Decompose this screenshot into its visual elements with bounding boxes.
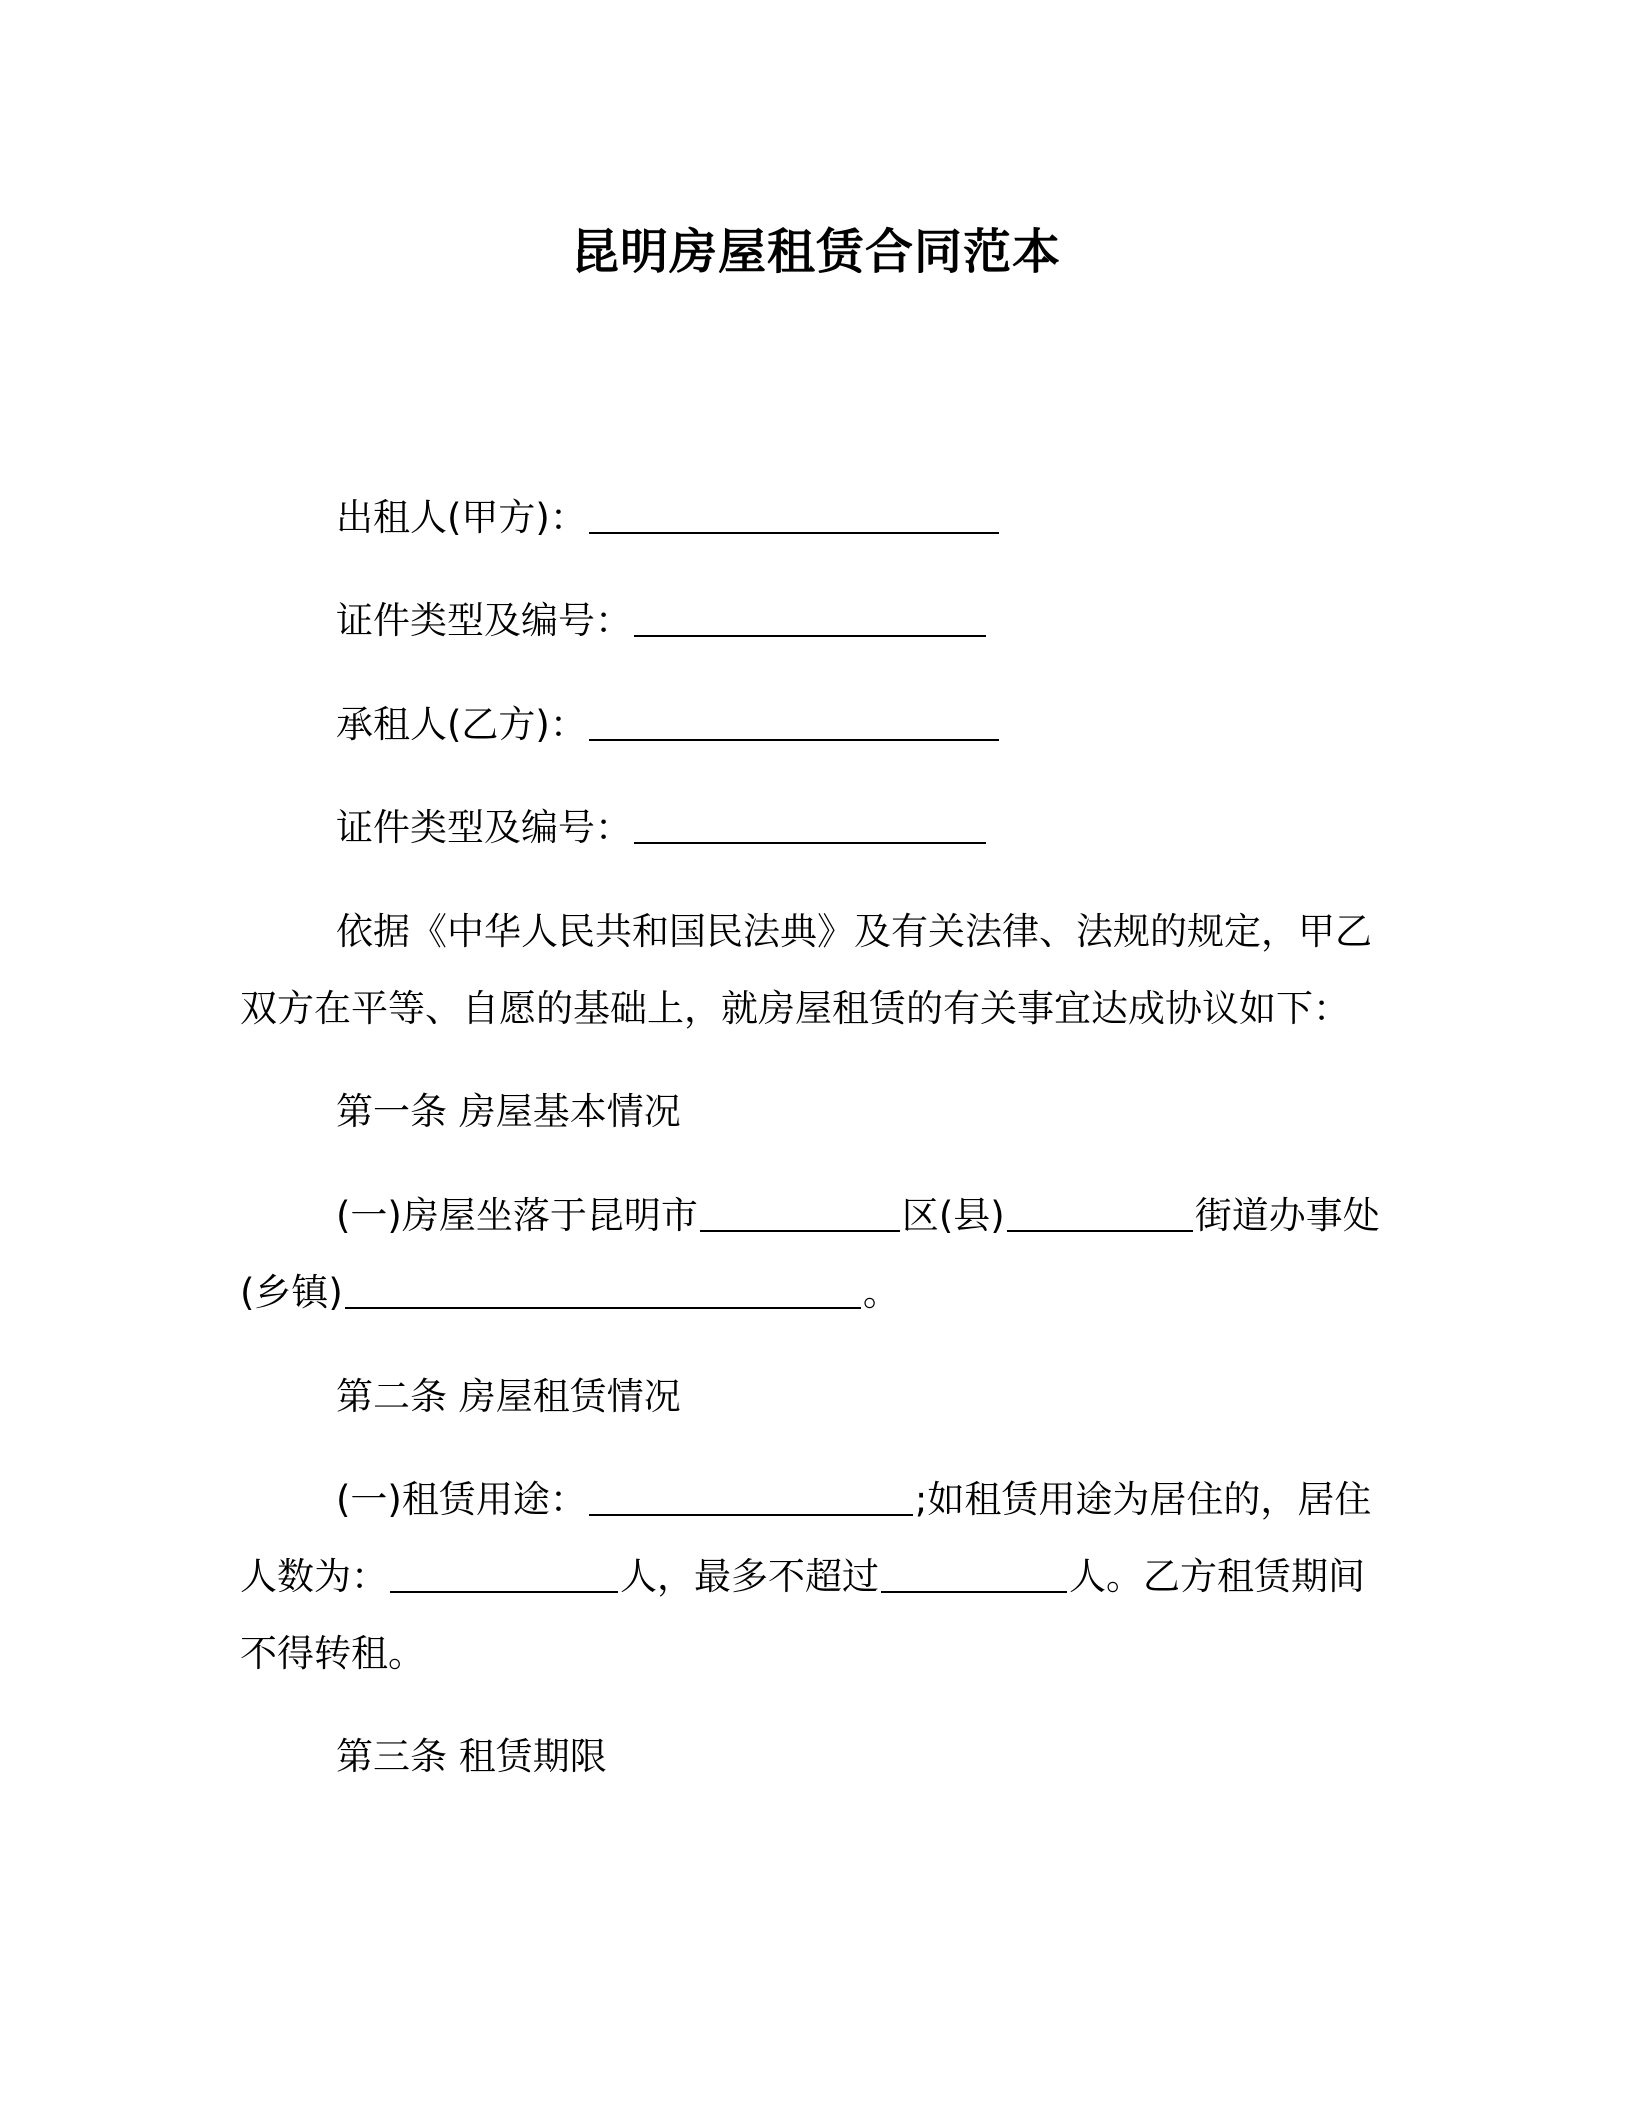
article-3-heading: 第三条 租赁期限 xyxy=(336,1735,607,1778)
lessee-id-label: 证件类型及编号： xyxy=(336,806,632,849)
preamble-line-2: 双方在平等、自愿的基础上，就房屋租赁的有关事宜达成协议如下： xyxy=(240,987,1350,1030)
lessee-field xyxy=(336,700,1506,750)
article-1-text-a: (一)房屋坐落于昆明市 xyxy=(336,1194,698,1237)
article-1-text-e: 。 xyxy=(862,1271,900,1314)
occupants-blank xyxy=(390,1557,618,1593)
lessee-id-blank xyxy=(634,808,986,844)
article-2-item-1-line-2 xyxy=(240,1552,1410,1602)
article-2-item-1-line-3: 不得转租。 xyxy=(240,1632,425,1675)
lessor-id-field xyxy=(336,596,1506,646)
article-1-item-1-line-1 xyxy=(336,1191,1506,1241)
lessor-label: 出租人(甲方)： xyxy=(336,496,587,539)
lessee-id-field xyxy=(336,803,1506,853)
max-occupants-blank xyxy=(881,1557,1067,1593)
lessor-field xyxy=(336,493,1506,543)
article-2-heading: 第二条 房屋租赁情况 xyxy=(336,1375,681,1418)
lessee-blank xyxy=(589,705,999,741)
preamble-line-1: 依据《中华人民共和国民法典》及有关法律、法规的规定，甲乙 xyxy=(336,910,1372,953)
usage-blank xyxy=(589,1480,913,1516)
district-blank xyxy=(700,1196,900,1232)
article-2-text-a: (一)租赁用途： xyxy=(336,1478,587,1521)
lessee-label: 承租人(乙方)： xyxy=(336,703,587,746)
article-2-text-c: 人数为： xyxy=(240,1555,388,1598)
article-1-heading: 第一条 房屋基本情况 xyxy=(336,1090,681,1133)
article-1-text-d: (乡镇) xyxy=(240,1271,343,1314)
street-office-blank xyxy=(1007,1196,1193,1232)
lessor-blank xyxy=(589,498,999,534)
lessor-id-blank xyxy=(634,601,986,637)
article-2-text-d: 人，最多不超过 xyxy=(620,1555,879,1598)
article-2-item-1-line-1 xyxy=(336,1475,1506,1525)
document-title: 昆明房屋租赁合同范本 xyxy=(570,224,1061,280)
lessor-id-label: 证件类型及编号： xyxy=(336,599,632,642)
article-1-item-1-line-2 xyxy=(240,1268,1410,1318)
article-2-text-e: 人。乙方租赁期间 xyxy=(1069,1555,1365,1598)
township-blank xyxy=(345,1273,861,1309)
article-2-text-b: ;如租赁用途为居住的，居住 xyxy=(914,1478,1372,1521)
article-1-text-b: 区(县) xyxy=(901,1194,1005,1237)
article-1-text-c: 街道办事处 xyxy=(1194,1194,1380,1237)
